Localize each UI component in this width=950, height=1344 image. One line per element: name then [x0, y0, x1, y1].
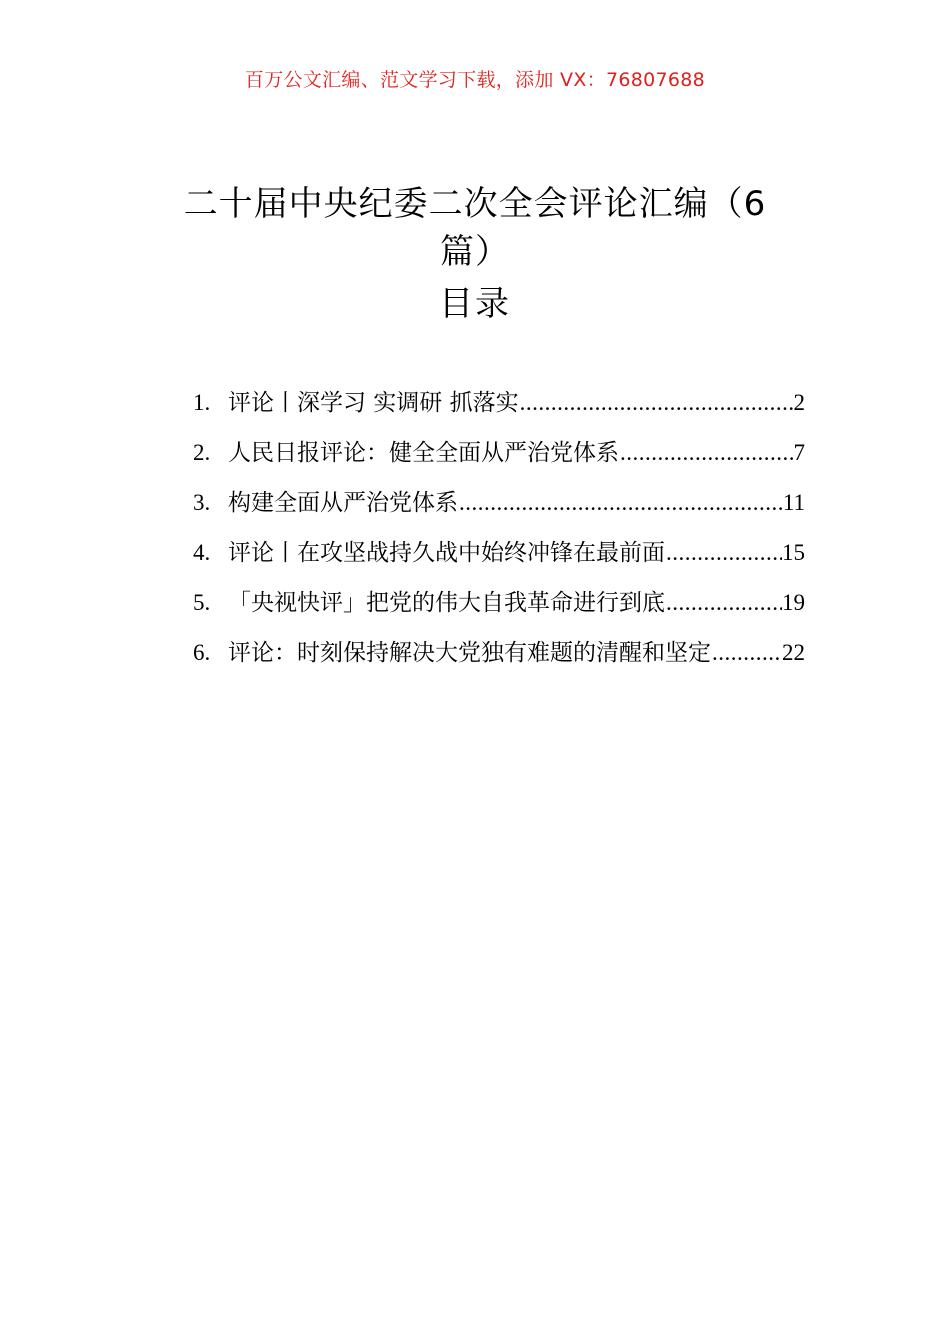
- toc-dot-leader: [520, 381, 794, 425]
- toc-entry-1[interactable]: [193, 381, 805, 431]
- header-note: 百万公文汇编、范文学习下载，添加 VX：76807688: [244, 69, 706, 91]
- toc-entry-number: 6.: [193, 640, 211, 665]
- toc-dot-leader: [666, 581, 782, 625]
- toc-entry-title: 人民日报评论：健全全面从严治党体系: [228, 440, 619, 466]
- toc-dot-leader: [620, 431, 794, 475]
- toc-entry-title: 评论丨深学习 实调研 抓落实: [228, 390, 519, 416]
- toc-entry-page: 7: [793, 440, 805, 465]
- toc-entry-6[interactable]: [193, 631, 805, 681]
- toc-entry-4[interactable]: [193, 531, 805, 581]
- toc-entry-number: 1.: [193, 390, 211, 415]
- toc-entry-number: 4.: [193, 540, 211, 565]
- toc-dot-leader: [712, 631, 782, 675]
- document-title: 二十届中央纪委二次全会评论汇编（6篇）: [183, 184, 767, 272]
- toc-entry-title: 评论：时刻保持解决大党独有难题的清醒和坚定: [228, 640, 711, 666]
- toc-entry-title: 构建全面从严治党体系: [228, 490, 458, 516]
- toc-entry-page: 11: [782, 490, 805, 515]
- toc-entry-page: 19: [782, 590, 805, 615]
- toc-entry-page: 15: [782, 540, 805, 565]
- table-of-contents: [193, 381, 805, 681]
- toc-entry-5[interactable]: [193, 581, 805, 631]
- toc-entry-2[interactable]: [193, 431, 805, 481]
- toc-entry-number: 5.: [193, 590, 211, 615]
- toc-entry-title: 「央视快评」把党的伟大自我革命进行到底: [228, 590, 665, 616]
- toc-entry-title: 评论丨在攻坚战持久战中始终冲锋在最前面: [228, 540, 665, 566]
- toc-entry-3[interactable]: [193, 481, 805, 531]
- toc-entry-number: 2.: [193, 440, 211, 465]
- toc-dot-leader: [459, 481, 783, 525]
- toc-heading: 目录: [439, 284, 511, 324]
- toc-entry-number: 3.: [193, 490, 211, 515]
- toc-dot-leader: [666, 531, 782, 575]
- toc-entry-page: 2: [793, 390, 805, 415]
- toc-entry-page: 22: [782, 640, 805, 665]
